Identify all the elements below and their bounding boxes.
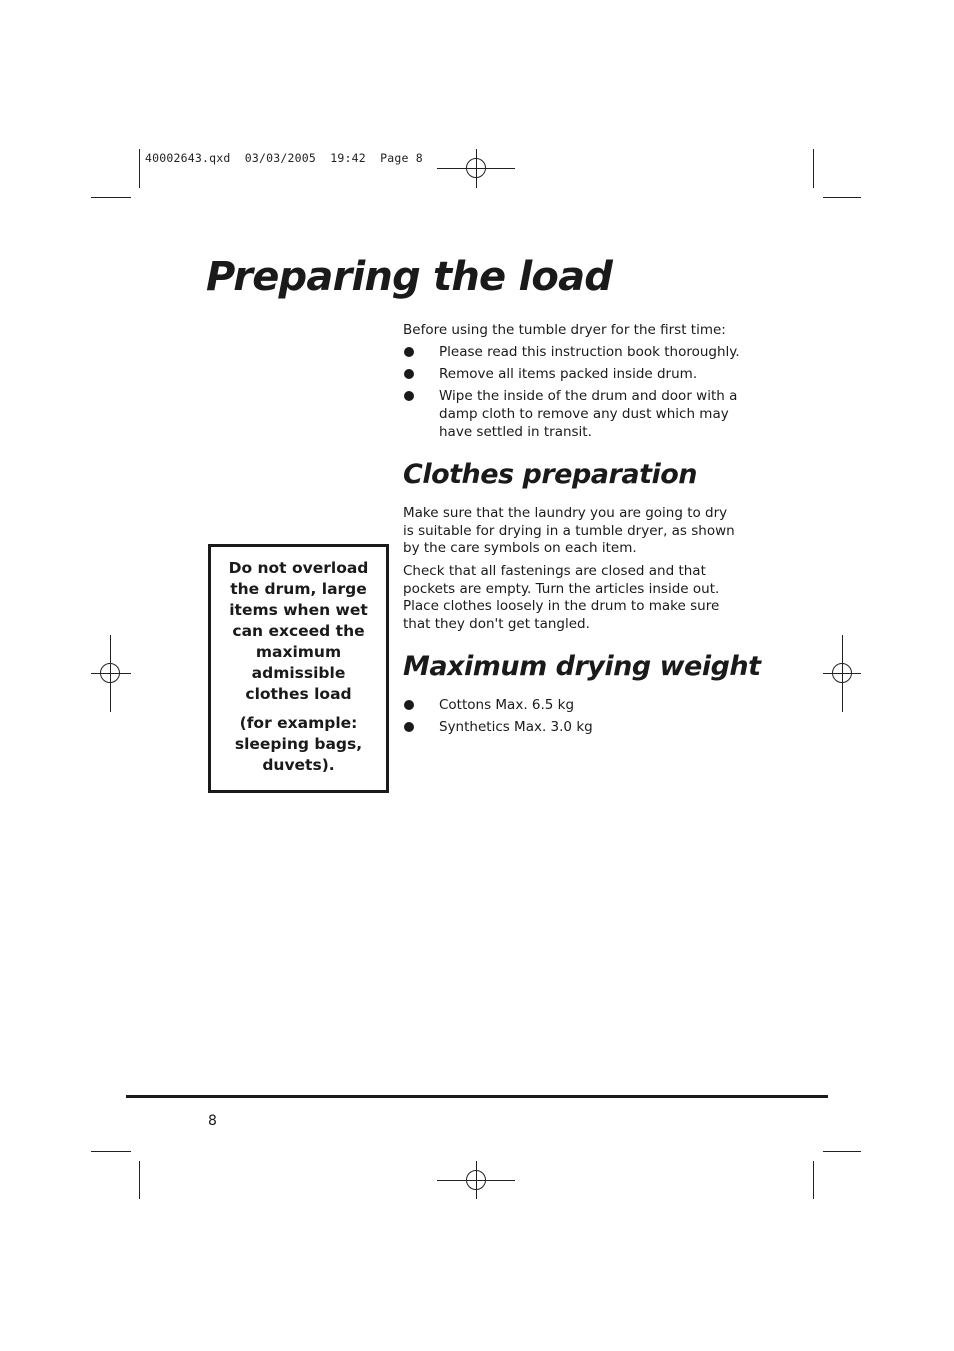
- list-item: Wipe the inside of the drum and door with a damp cloth to remove any dust which may have settled in transit.: [403, 387, 753, 441]
- list-item: Cottons Max. 6.5 kg: [403, 696, 753, 714]
- bullet-icon: [404, 391, 414, 401]
- warning-box: [208, 544, 389, 793]
- footer-rule: [126, 1095, 828, 1098]
- intro-bullet-list: [403, 343, 753, 445]
- intro-lead: Before using the tumble dryer for the first time:: [403, 322, 726, 338]
- max-weight-heading: Maximum drying weight: [403, 651, 761, 682]
- max-weight-bullet-list: [403, 696, 753, 740]
- bullet-icon: [404, 722, 414, 732]
- clothes-preparation-paragraph-1: Make sure that the laundry you are going to dry is suitable for drying in a tumble dryer, as shown by the care symbols on each item.: [403, 505, 735, 556]
- bullet-icon: [404, 369, 414, 379]
- page-title: Preparing the load: [206, 254, 613, 300]
- clothes-preparation-paragraph-2: Check that all fastenings are closed and that pockets are empty. Turn the articles inside out. Place clothes loosely in the drum to make sure that they don't get tangled.: [403, 563, 720, 632]
- bullet-icon: [404, 700, 414, 710]
- clothes-preparation-heading: Clothes preparation: [403, 459, 697, 490]
- list-item: Remove all items packed inside drum.: [403, 365, 753, 383]
- list-item: Please read this instruction book thoroughly.: [403, 343, 753, 361]
- page-number: 8: [208, 1113, 217, 1129]
- warning-text: Do not overload the drum, large items when wet can exceed the maximum admissible clothes load: [228, 559, 369, 703]
- warning-example: (for example: sleeping bags, duvets).: [234, 714, 363, 774]
- list-item: Synthetics Max. 3.0 kg: [403, 718, 753, 736]
- bullet-icon: [404, 347, 414, 357]
- printer-slug: 40002643.qxd 03/03/2005 19:42 Page 8: [145, 151, 423, 165]
